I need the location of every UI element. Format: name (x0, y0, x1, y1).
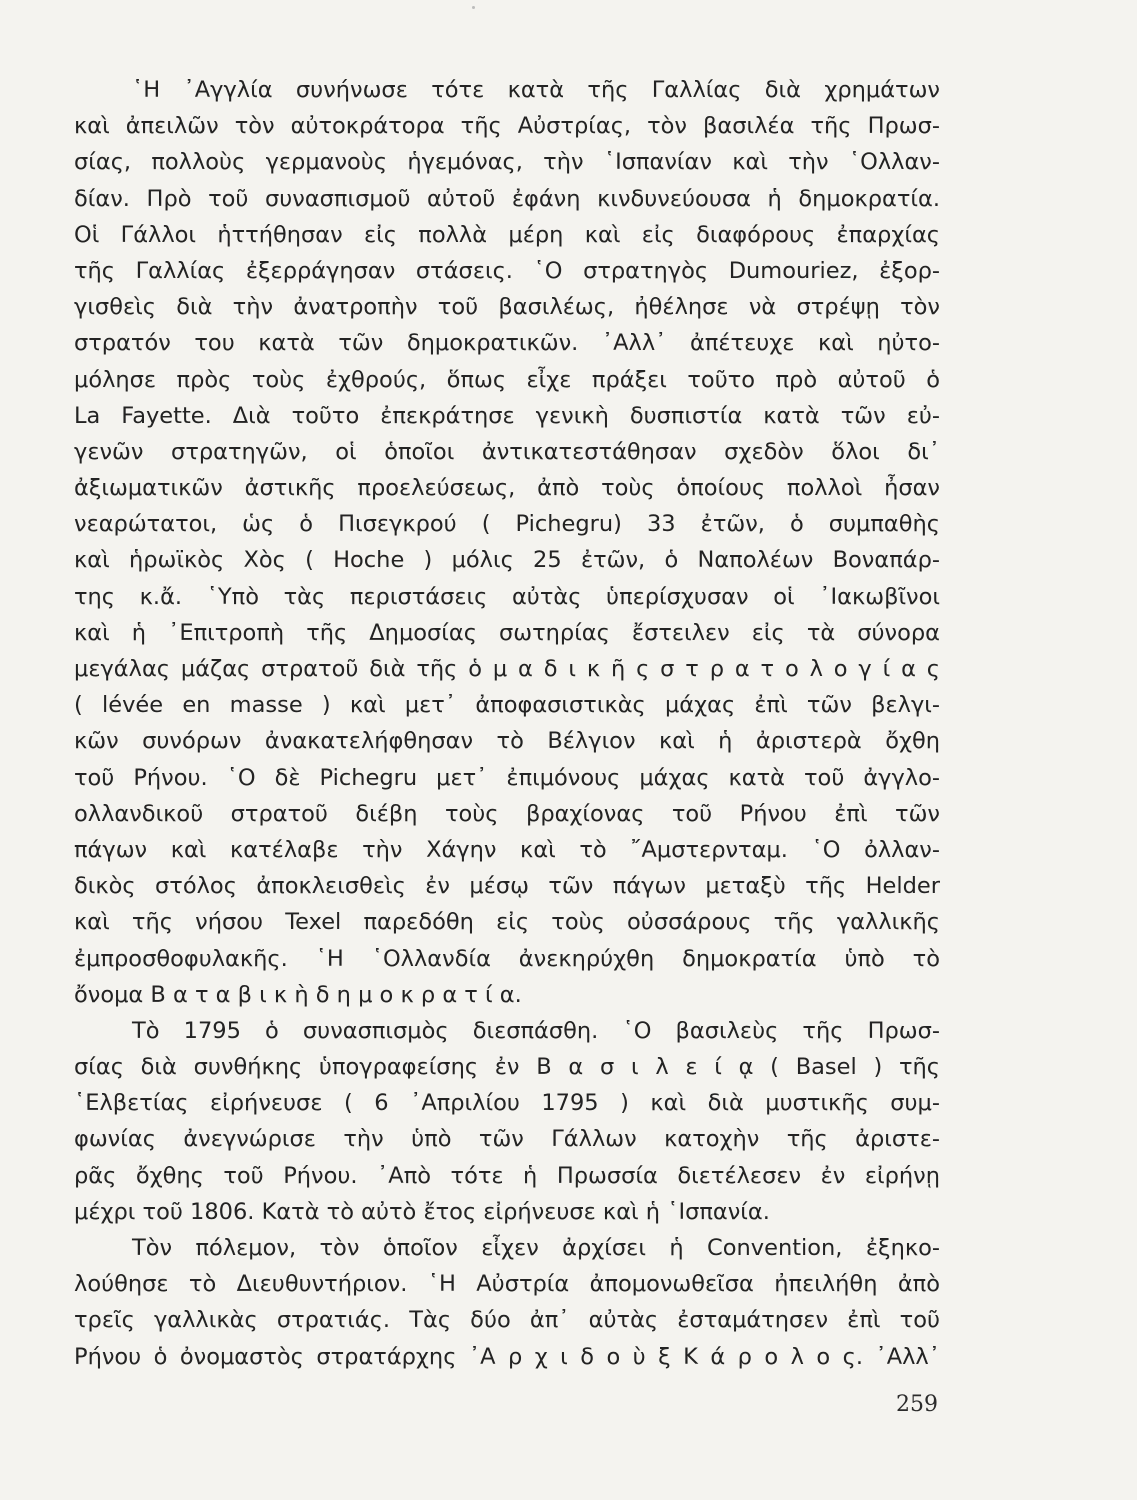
text-line: Οἱ Γάλλοι ἡττήθησαν εἰς πολλὰ μέρη καὶ εἰς διαφόρους ἐπαρχίας (74, 221, 940, 248)
text-line: Τὸν πόλεμον, τὸν ὁποῖον εἶχεν ἀρχίσει ἡ Convention, ἐξηκο- (132, 1235, 940, 1261)
text-line: γενῶν στρατηγῶν, οἱ ὁποῖοι ἀντικατεστάθησαν σχεδὸν ὅλοι δι᾿ (74, 438, 940, 465)
text-line: φωνίας ἀνεγνώρισε τὴν ὑπὸ τῶν Γάλλων κατοχὴν τῆς ἀριστε- (74, 1126, 940, 1153)
text-line: καὶ τῆς νήσου Texel παρεδόθη εἰς τοὺς οὐσσάρους τῆς γαλλικῆς (74, 909, 940, 936)
text-line: μόλησε πρὸς τοὺς ἐχθρούς, ὅπως εἶχε πράξει τοῦτο πρὸ αὐτοῦ ὁ (74, 366, 940, 393)
text-line: τοῦ Ρήνου. ῾Ο δὲ Pichegru μετ᾿ ἐπιμόνους μάχας κατὰ τοῦ ἀγγλο- (74, 764, 940, 791)
text-line: σίας διὰ συνθήκης ὑπογραφείσης ἐν Β α σ ι λ ε ί ᾳ ( Basel ) τῆς (74, 1054, 940, 1081)
text-line: νεαρώτατοι, ὡς ὁ Πισεγκρού ( Pichegru) 33 ἐτῶν, ὁ συμπαθὴς (74, 511, 940, 538)
text-line: λούθησε τὸ Διευθυντήριον. ῾Η Αὐστρία ἀπομονωθεῖσα ἠπειλήθη ἀπὸ (74, 1271, 940, 1298)
text-line: ρᾶς ὄχθης τοῦ Ρήνου. ᾿Απὸ τότε ἡ Πρωσσία διετέλεσεν ἐν εἰρήνῃ (74, 1162, 940, 1189)
page-number: 259 (896, 1392, 938, 1417)
text-line: ὄνομα Β α τ α β ι κ ὴ δ η μ ο κ ρ α τ ί α. (74, 981, 522, 1008)
text-line: πάγων καὶ κατέλαβε τὴν Χάγην καὶ τὸ ῎Αμστερνταμ. ῾Ο ὀλλαν- (74, 836, 940, 863)
text-line: La Fayette. Διὰ τοῦτο ἐπεκράτησε γενικὴ δυσπιστία κατὰ τῶν εὐ- (74, 402, 940, 429)
text-line: γισθεὶς διὰ τὴν ἀνατροπὴν τοῦ βασιλέως, ἠθέλησε νὰ στρέψῃ τὸν (74, 294, 940, 321)
text-line: τρεῖς γαλλικὰς στρατιάς. Τὰς δύο ἀπ᾿ αὐτὰς ἐσταμάτησεν ἐπὶ τοῦ (74, 1307, 940, 1334)
text-line: ἀξιωματικῶν ἀστικῆς προελεύσεως, ἀπὸ τοὺς ὁποίους πολλοὶ ἦσαν (74, 475, 940, 502)
text-line: δίαν. Πρὸ τοῦ συνασπισμοῦ αὐτοῦ ἐφάνη κινδυνεύουσα ἡ δημοκρατία. (74, 185, 940, 212)
text-line: Τὸ 1795 ὁ συνασπισμὸς διεσπάσθη. ῾Ο βασιλεὺς τῆς Πρωσ- (132, 1017, 940, 1044)
text-line: της κ.ἄ. ῾Υπὸ τὰς περιστάσεις αὐτὰς ὑπερίσχυσαν οἱ ᾿Ιακωβῖνοι (74, 583, 940, 610)
text-line: μέχρι τοῦ 1806. Κατὰ τὸ αὐτὸ ἔτος εἰρήνευσε καὶ ἡ ῾Ισπανία. (74, 1198, 770, 1225)
text-line: στρατόν του κατὰ τῶν δημοκρατικῶν. ᾿Αλλ᾿ ἀπέτευχε καὶ ηὐτο- (74, 330, 940, 357)
text-line: καὶ ἡρωϊκὸς Χὸς ( Hoche ) μόλις 25 ἐτῶν, ὁ Ναπολέων Βοναπάρ- (74, 547, 940, 574)
text-line: ῾Ελβετίας εἰρήνευσε ( 6 ᾿Απριλίου 1795 ) καὶ διὰ μυστικῆς συμ- (74, 1090, 940, 1117)
text-line: σίας, πολλοὺς γερμανοὺς ἡγεμόνας, τὴν ῾Ισπανίαν καὶ τὴν ῾Ολλαν- (74, 149, 940, 176)
text-line: μεγάλας μάζας στρατοῦ διὰ τῆς ὁ μ α δ ι κ ῆ ς σ τ ρ α τ ο λ ο γ ί α ς (74, 656, 940, 682)
body-text (74, 72, 940, 1375)
text-line: τῆς Γαλλίας ἐξερράγησαν στάσεις. ῾Ο στρατηγὸς Dumouriez, ἐξορ- (74, 257, 940, 284)
text-line: ολλανδικοῦ στρατοῦ διέβη τοὺς βραχίονας τοῦ Ρήνου ἐπὶ τῶν (74, 800, 940, 827)
text-line: καὶ ἀπειλῶν τὸν αὐτοκράτορα τῆς Αὐστρίας, τὸν βασιλέα τῆς Πρωσ- (74, 113, 940, 140)
text-line: καὶ ἡ ᾿Επιτροπὴ τῆς Δημοσίας σωτηρίας ἔστειλεν εἰς τὰ σύνορα (74, 619, 940, 646)
text-line: δικὸς στόλος ἀποκλεισθεὶς ἐν μέσῳ τῶν πάγων μεταξὺ τῆς Helder (74, 873, 940, 900)
text-line: Ρήνου ὁ ὀνομαστὸς στρατάρχης ᾿Α ρ χ ι δ ο ὺ ξ Κ ά ρ ο λ ο ς. ᾿Αλλ᾿ (74, 1343, 940, 1370)
text-line: ῾Η ᾿Αγγλία συνήνωσε τότε κατὰ τῆς Γαλλίας διὰ χρημάτων (132, 77, 940, 103)
text-line: κῶν συνόρων ἀνακατελήφθησαν τὸ Βέλγιον καὶ ἡ ἀριστερὰ ὄχθη (74, 728, 940, 755)
text-line: ἐμπροσθοφυλακῆς. ῾Η ῾Ολλανδία ἀνεκηρύχθη δημοκρατία ὑπὸ τὸ (74, 945, 940, 972)
text-line: ( lévée en masse ) καὶ μετ᾿ ἀποφασιστικὰς μάχας ἐπὶ τῶν βελγι- (74, 692, 940, 719)
print-speck (472, 6, 475, 9)
